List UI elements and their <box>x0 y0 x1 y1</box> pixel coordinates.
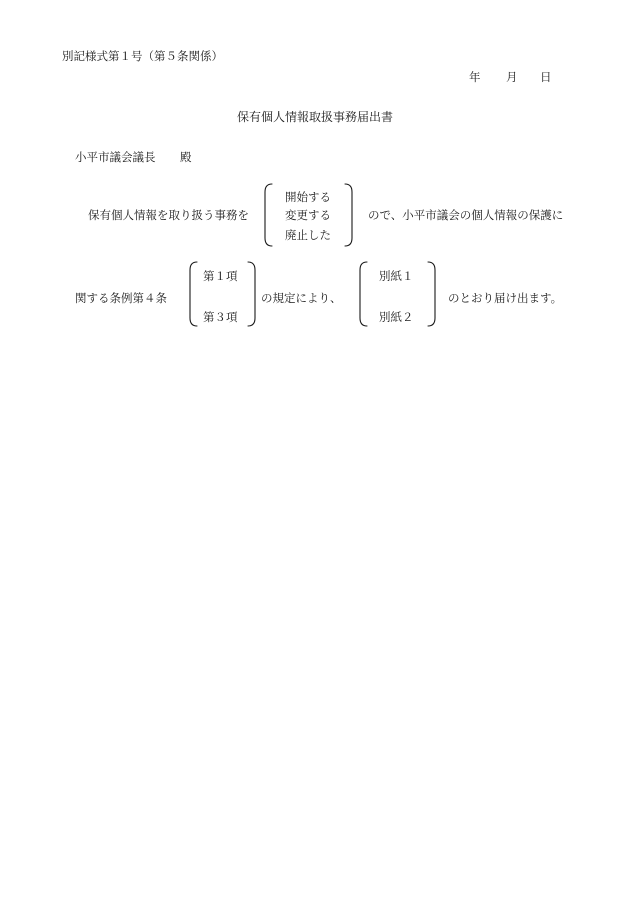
option-abolish: 廃止した <box>285 228 331 242</box>
option-change: 変更する <box>285 208 331 222</box>
date-month-label: 月 <box>506 70 518 84</box>
option-paragraph-3: 第３項 <box>203 310 238 324</box>
addressee-name: 小平市議会議長 <box>75 150 156 164</box>
row2-paragraph-open-bracket <box>190 262 197 326</box>
row2-attachment-close-bracket <box>428 262 435 326</box>
row2-attachment-open-bracket <box>360 262 367 326</box>
row1-tail-text: ので、小平市議会の個人情報の保護に <box>368 208 564 222</box>
form-reference: 別記様式第１号（第５条関係） <box>62 49 223 63</box>
row2-paragraph-close-bracket <box>248 262 255 326</box>
option-attachment-1: 別紙１ <box>379 269 414 283</box>
document-title: 保有個人情報取扱事務届出書 <box>236 110 393 124</box>
row2-tail-text: のとおり届け出ます。 <box>448 291 563 305</box>
option-paragraph-1: 第１項 <box>203 269 238 283</box>
row2-middle-text: の規定により、 <box>261 291 342 305</box>
row2-lead-text: 関する条例第４条 <box>75 291 167 305</box>
addressee-honorific: 殿 <box>180 150 192 164</box>
row1-lead-text: 保有個人情報を取り扱う事務を <box>88 208 249 222</box>
option-attachment-2: 別紙２ <box>379 310 414 324</box>
date-day-label: 日 <box>540 70 552 84</box>
date-year-label: 年 <box>469 70 481 84</box>
row1-open-bracket <box>265 184 272 246</box>
option-start: 開始する <box>285 190 331 204</box>
row1-close-bracket <box>345 184 352 246</box>
